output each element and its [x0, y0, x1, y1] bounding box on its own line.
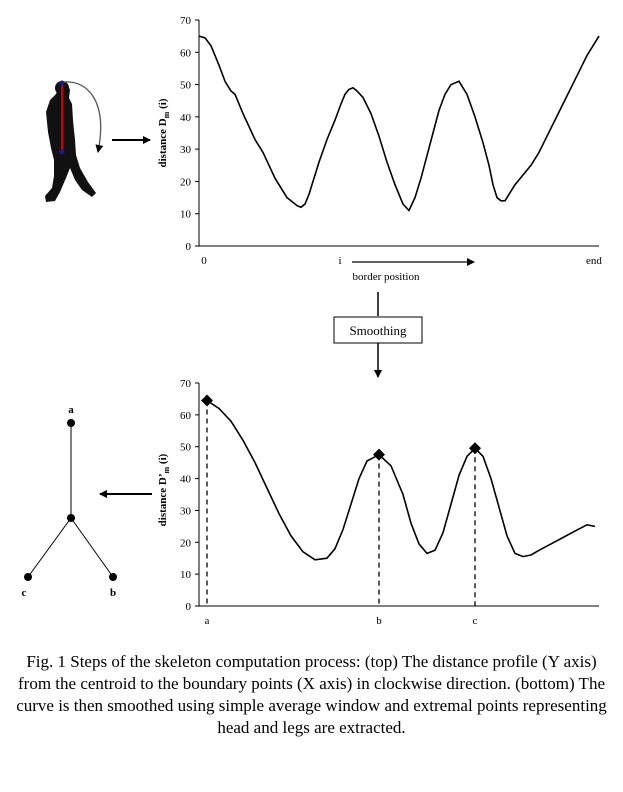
skeleton-leg-right: [71, 518, 113, 577]
x-tick-c: c: [472, 615, 478, 627]
skeleton-leg-left: [28, 518, 71, 577]
distance-profile-chart: [157, 15, 602, 283]
x-tick-a: a: [204, 615, 210, 627]
skeleton-label-c: c: [21, 587, 27, 599]
y-tick-label: 0: [185, 601, 191, 613]
smoothed-curve: [207, 401, 595, 560]
y-tick-label: 20: [180, 176, 191, 189]
smoothing-label: Smoothing: [349, 323, 407, 338]
y-tick-label: 40: [180, 473, 191, 486]
x-tick-i: i: [338, 255, 342, 267]
skeleton-head-point: [67, 419, 75, 427]
y-axis-title: distance $D_m$ (i): [157, 98, 171, 168]
walking-silhouette: [45, 81, 96, 203]
y-tick-label: 20: [180, 537, 191, 550]
skeleton-label-b: b: [109, 587, 117, 599]
y-tick-label: 50: [180, 441, 191, 454]
y-tick-label: 70: [180, 378, 191, 390]
x-axis-title: border position: [352, 271, 420, 283]
y-tick-label: 60: [180, 47, 191, 60]
y-tick-label: 30: [180, 505, 191, 518]
x-tick-start: 0: [201, 255, 207, 267]
y-axis-title: distance $D’_m$ (i): [157, 453, 171, 527]
smoothed-profile-chart: [157, 378, 599, 627]
figure-caption: Fig. 1 Steps of the skeleton computation process: (top) The distance profile (Y axis) from the centroid to the boundary points (X axis) in clockwise direction. (bottom) The curve is then smoothed using simple average window and extremal points representing head and legs are extracted.: [16, 652, 607, 737]
y-tick-label: 10: [180, 569, 191, 582]
y-tick-label: 30: [180, 144, 191, 157]
y-tick-label: 0: [185, 241, 191, 253]
skeleton-leg-point-b: [109, 573, 117, 581]
distance-curve: [199, 36, 599, 210]
y-tick-label: 60: [180, 409, 191, 422]
extremal-point-a: [201, 395, 213, 407]
skeleton-leg-point-c: [24, 573, 32, 581]
skeleton-label-a: a: [68, 404, 74, 416]
y-tick-label: 10: [180, 208, 191, 221]
y-tick-label: 40: [180, 111, 191, 124]
y-tick-label: 70: [180, 15, 191, 27]
y-tick-label: 50: [180, 79, 191, 92]
skeleton-diagram: [22, 404, 117, 599]
x-tick-b: b: [376, 615, 382, 627]
x-tick-end: end: [586, 255, 602, 267]
skeleton-centroid-point: [67, 514, 75, 522]
